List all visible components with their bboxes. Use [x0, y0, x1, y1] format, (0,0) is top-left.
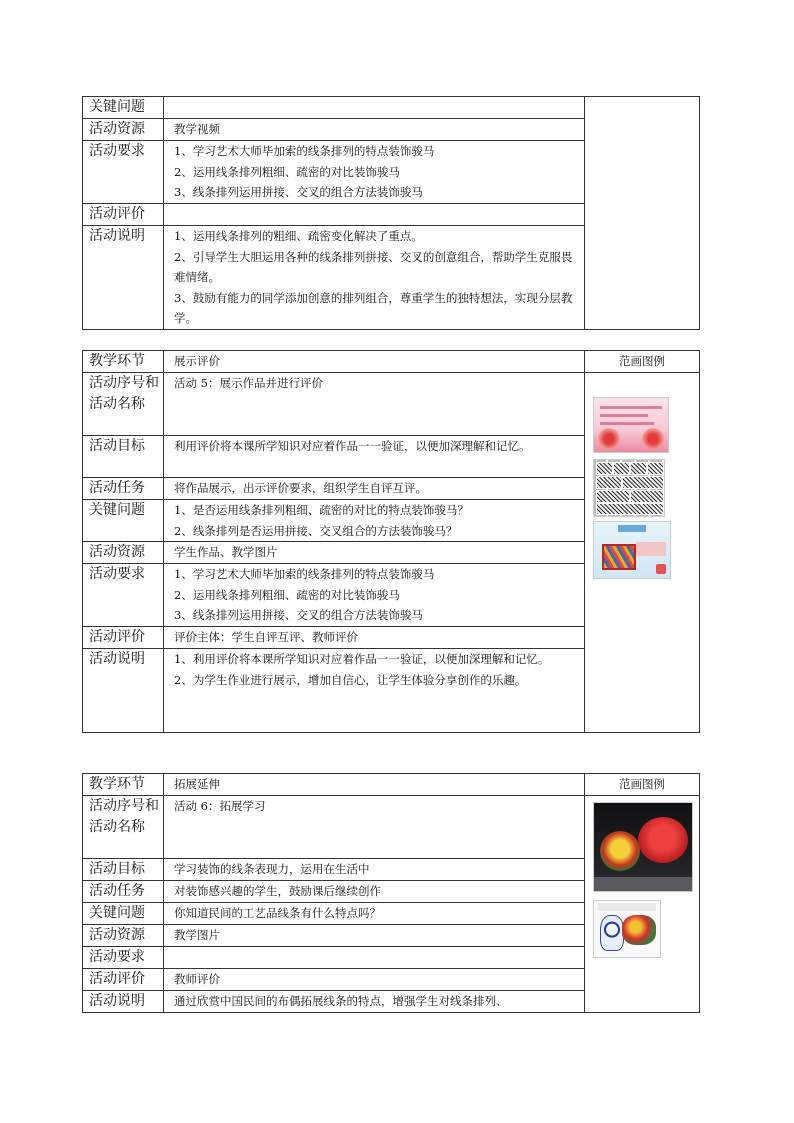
resource-value: 学生作品、教学图片	[164, 542, 585, 564]
label-key-question: 关键问题	[83, 500, 164, 542]
label-goal: 活动目标	[83, 859, 164, 881]
side-header: 范画图例	[585, 351, 700, 373]
label-requirement: 活动要求	[83, 141, 164, 204]
goal-value: 利用评价将本课所学知识对应着作品一一验证，以便加深理解和记忆。	[164, 436, 585, 478]
explanation-list	[164, 226, 585, 330]
folk-craft-slide-image	[593, 900, 661, 958]
label-task: 活动任务	[83, 881, 164, 903]
explanation-item: 3、鼓励有能力的同学添加创意的排列组合，尊重学生的独特想法，实现分层教学。	[174, 290, 573, 325]
side-column	[585, 97, 700, 330]
evaluation-value: 评价主体：学生自评互评、教师评价	[164, 627, 585, 649]
requirement-item: 1、学习艺术大师毕加索的线条排列的特点装饰骏马	[174, 144, 435, 158]
example-images-cell	[585, 796, 700, 1013]
key-question-value: 你知道民间的工艺品线条有什么特点吗？	[164, 903, 585, 925]
task-value: 对装饰感兴趣的学生，鼓励课后继续创作	[164, 881, 585, 903]
explanation-list	[164, 649, 585, 733]
label-task: 活动任务	[83, 478, 164, 500]
cloth-tiger-toys-photo	[593, 802, 693, 892]
key-question-list	[164, 500, 585, 542]
label-evaluation: 活动评价	[83, 969, 164, 991]
label-sequence: 活动序号和活动名称	[83, 796, 164, 859]
sequence-value: 活动 6：拓展学习	[164, 796, 585, 859]
label-resource: 活动资源	[83, 542, 164, 564]
label-resource: 活动资源	[83, 925, 164, 947]
explanation-item: 2、引导学生大胆运用各种的线条排列拼接、交叉的创意组合，帮助学生克服畏难情绪。	[174, 249, 573, 284]
example-images-cell	[585, 373, 700, 733]
requirement-item: 2、运用线条排列粗细、疏密的对比装饰骏马	[174, 587, 400, 602]
requirement-value	[164, 947, 585, 969]
resource-value: 教学图片	[164, 925, 585, 947]
label-key-question: 关键问题	[83, 903, 164, 925]
key-question-item: 2、线条排列是否运用拼接、交叉组合的方法装饰骏马？	[174, 523, 458, 538]
activity-table-1	[82, 96, 700, 330]
explanation-value: 通过欣赏中国民间的布偶拓展线条的特点，增强学生对线条排列、	[164, 991, 585, 1013]
evaluation-value: 教师评价	[164, 969, 585, 991]
label-explanation: 活动说明	[83, 226, 164, 330]
label-sequence: 活动序号和活动名称	[83, 373, 164, 436]
label-explanation: 活动说明	[83, 991, 164, 1013]
requirement-item: 2、运用线条排列粗细、疏密的对比装饰骏马	[174, 164, 400, 179]
explanation-item: 1、利用评价将本课所学知识对应着作品一一验证，以便加深理解和记忆。	[174, 652, 550, 666]
label-evaluation: 活动评价	[83, 204, 164, 226]
label-evaluation: 活动评价	[83, 627, 164, 649]
requirement-item: 1、学习艺术大师毕加索的线条排列的特点装饰骏马	[174, 567, 435, 581]
label-key-question: 关键问题	[83, 97, 164, 119]
activity-table-3	[82, 773, 700, 1013]
explanation-item: 2、为学生作业进行展示，增加自信心，让学生体验分享创作的乐趣。	[174, 672, 527, 687]
side-header: 范画图例	[585, 774, 700, 796]
label-explanation: 活动说明	[83, 649, 164, 733]
evaluation-value	[164, 204, 585, 226]
label-requirement: 活动要求	[83, 947, 164, 969]
requirement-item: 3、线条排列运用拼接、交叉的组合方法装饰骏马	[174, 608, 423, 622]
resource-value: 教学视频	[164, 119, 585, 141]
explanation-item: 1、运用线条排列的粗细、疏密变化解决了重点。	[174, 229, 423, 243]
stage-value: 展示评价	[164, 351, 585, 373]
key-question-value	[164, 97, 585, 119]
label-stage: 教学环节	[83, 774, 164, 796]
key-question-item: 1、是否运用线条排列粗细、疏密的对比的特点装饰骏马？	[174, 503, 469, 517]
horse-artwork-slide-image	[593, 521, 671, 579]
requirement-list	[164, 141, 585, 204]
sequence-value: 活动 5：展示作品并进行评价	[164, 373, 585, 436]
requirement-item: 3、线条排列运用拼接、交叉的组合方法装饰骏马	[174, 185, 423, 199]
label-goal: 活动目标	[83, 436, 164, 478]
label-requirement: 活动要求	[83, 564, 164, 627]
goal-value: 学习装饰的线条表现力，运用在生活中	[164, 859, 585, 881]
stage-value: 拓展延伸	[164, 774, 585, 796]
activity-table-2	[82, 350, 700, 733]
requirement-list	[164, 564, 585, 627]
line-pattern-samples-image	[593, 459, 665, 517]
label-resource: 活动资源	[83, 119, 164, 141]
courseware-slide-image	[593, 397, 669, 453]
label-stage: 教学环节	[83, 351, 164, 373]
task-value: 将作品展示，出示评价要求，组织学生自评互评。	[164, 478, 585, 500]
